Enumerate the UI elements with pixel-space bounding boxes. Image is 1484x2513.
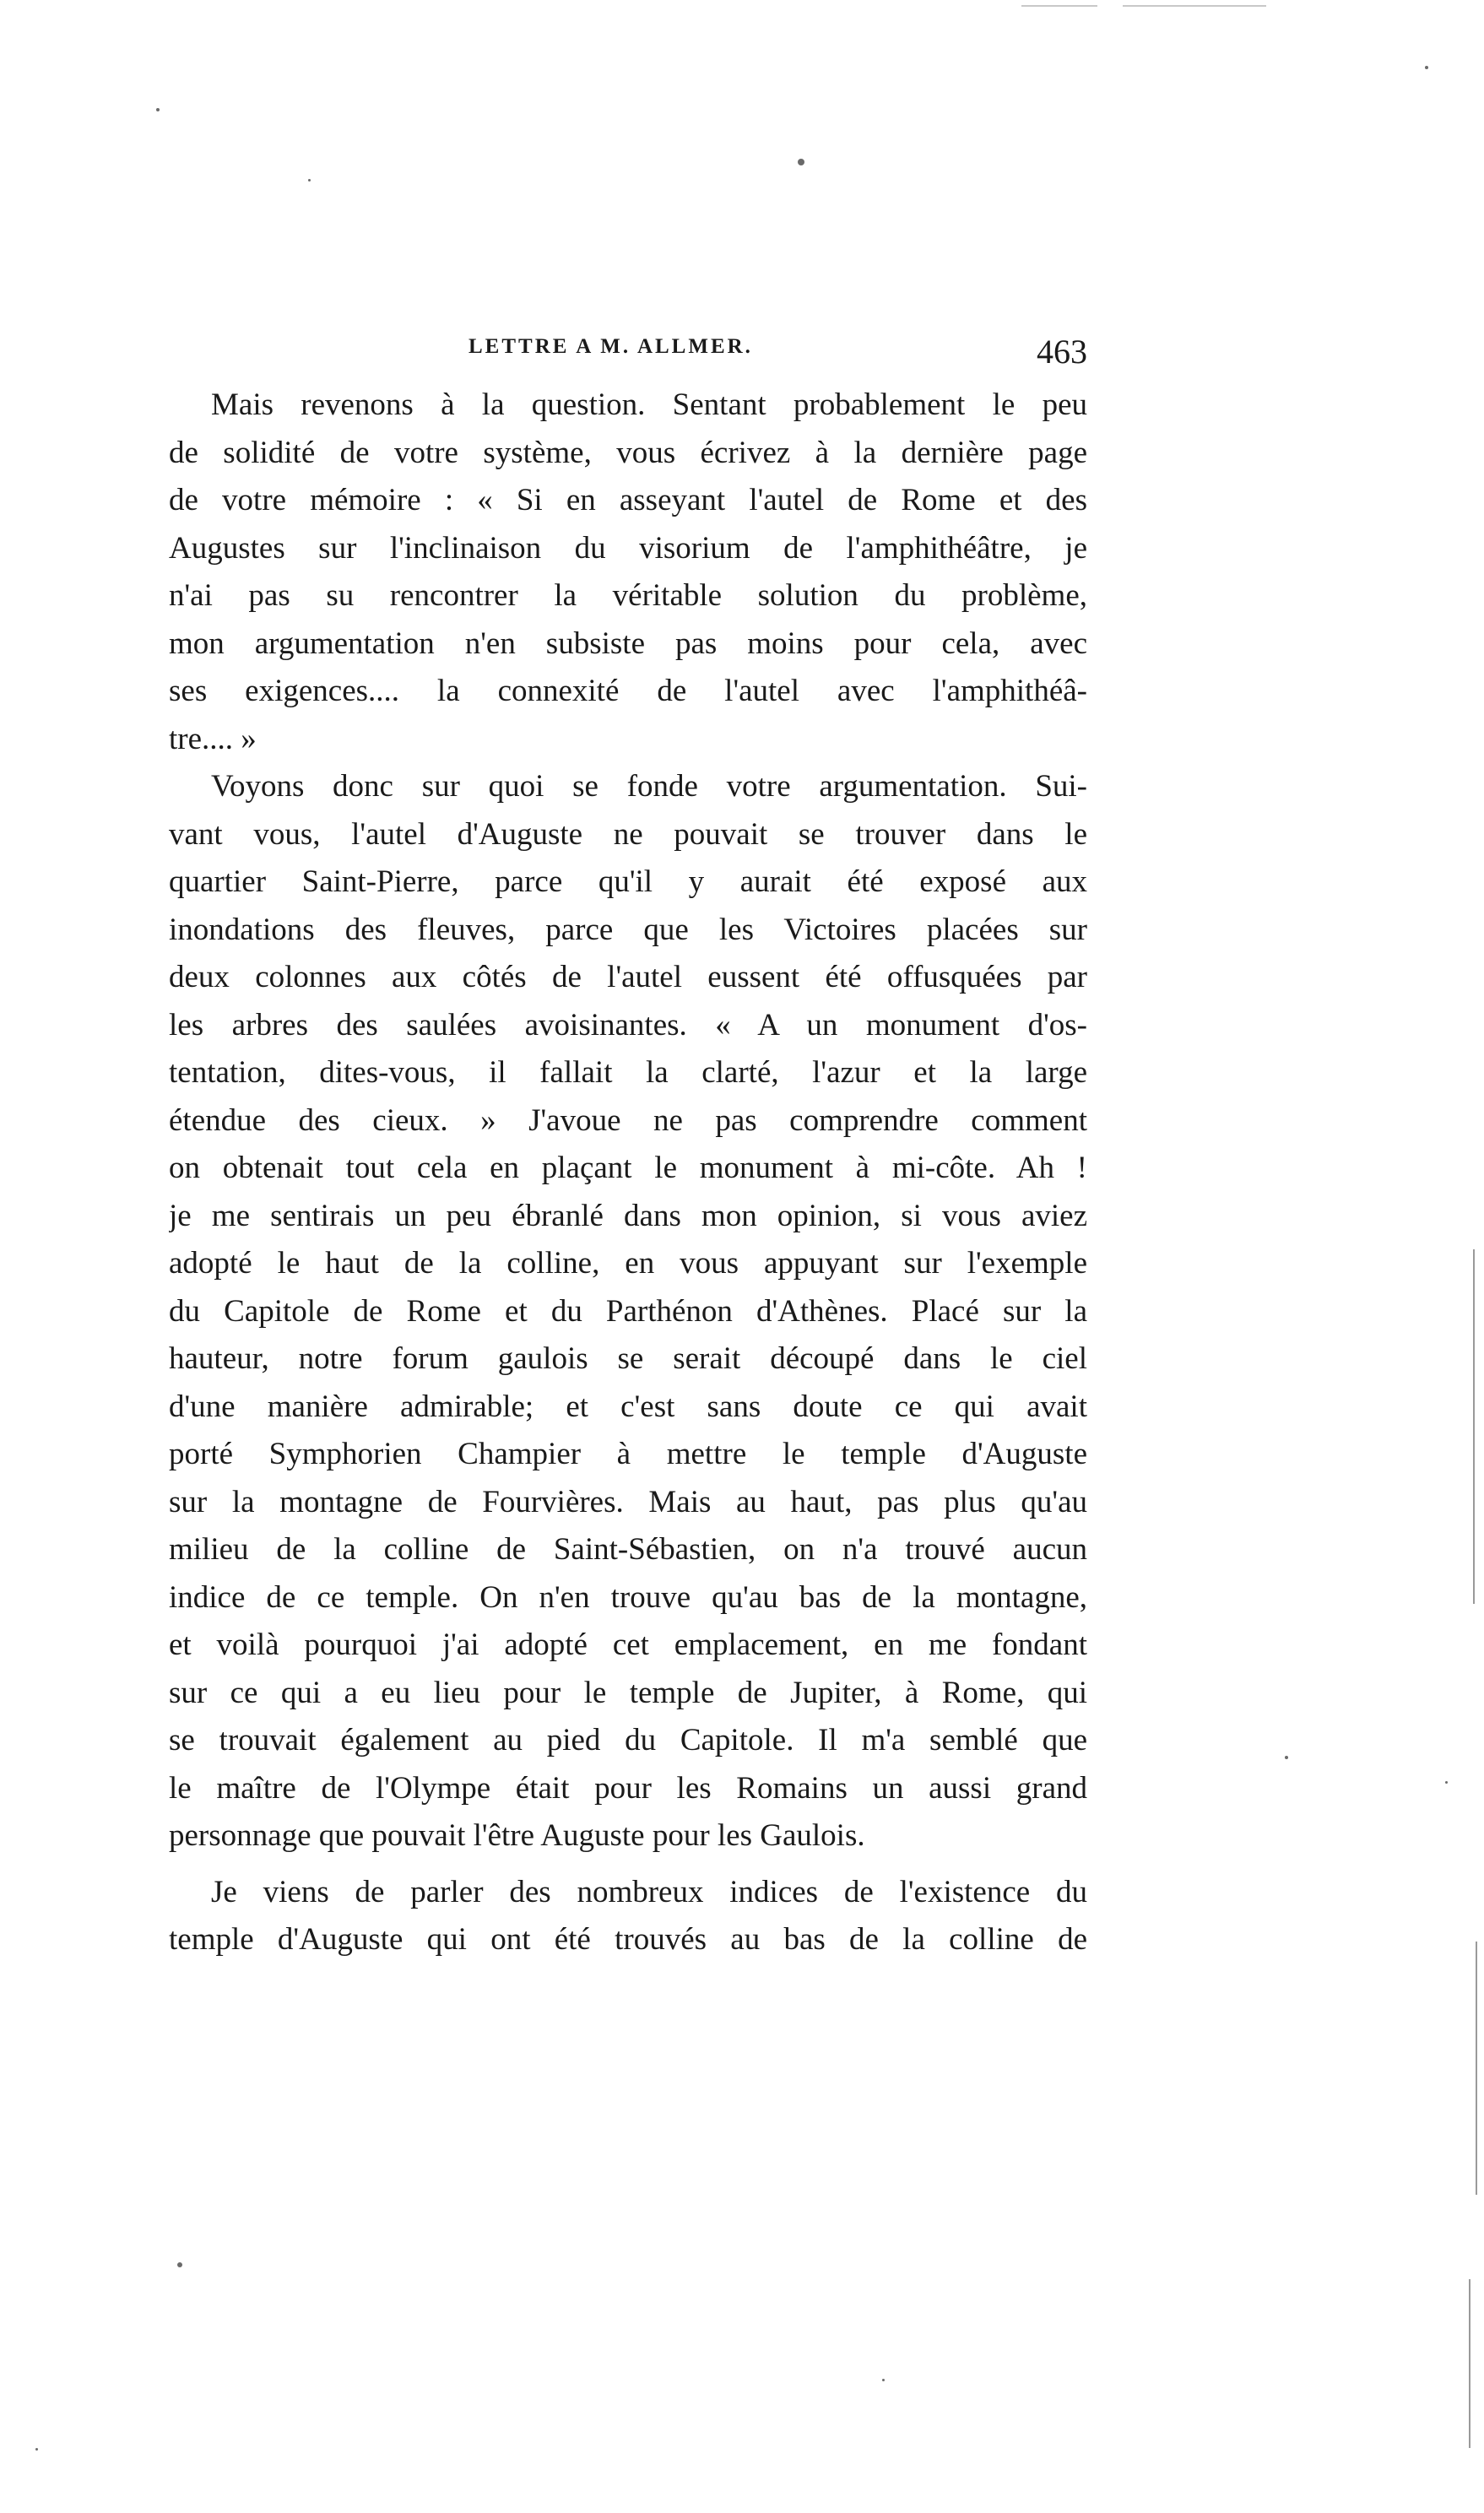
text-line: Augustes sur l'inclinaison du visorium de l'amphithéâtre, je bbox=[169, 530, 1087, 566]
text-line: quartier Saint-Pierre, parce qu'il y aurait été exposé aux bbox=[169, 864, 1087, 899]
text-line: personnage que pouvait l'être Auguste pour les Gaulois. bbox=[169, 1818, 865, 1853]
text-line: hauteur, notre forum gaulois se serait découpé dans le ciel bbox=[169, 1341, 1087, 1376]
text-line: Je viens de parler des nombreux indices de l'existence du bbox=[211, 1874, 1087, 1909]
text-line: d'une manière admirable; et c'est sans doute ce qui avait bbox=[169, 1389, 1087, 1424]
text-line: de votre mémoire : « Si en asseyant l'autel de Rome et des bbox=[169, 483, 1087, 517]
margin-shadow bbox=[1476, 1942, 1477, 2195]
text-line: les arbres des saulées avoisinantes. « A un monument d'os- bbox=[169, 1007, 1087, 1043]
top-edge-mark bbox=[1123, 5, 1266, 7]
running-title: LETTRE A M. ALLMER. bbox=[468, 335, 753, 358]
paper-speck bbox=[882, 2379, 885, 2381]
text-line: vant vous, l'autel d'Auguste ne pouvait se trouver dans le bbox=[169, 816, 1087, 852]
paper-speck bbox=[177, 2262, 182, 2267]
paragraph-gap bbox=[169, 1860, 1087, 1869]
paper-speck bbox=[156, 108, 160, 111]
text-line: sur la montagne de Fourvières. Mais au haut, pas plus qu'au bbox=[169, 1484, 1087, 1519]
paper-speck bbox=[1425, 66, 1428, 69]
text-line: porté Symphorien Champier à mettre le temple d'Auguste bbox=[169, 1437, 1087, 1471]
paper-speck bbox=[308, 179, 311, 181]
text-line: n'ai pas su rencontrer la véritable solution du problème, bbox=[169, 578, 1087, 613]
text-line: temple d'Auguste qui ont été trouvés au bas de la colline de bbox=[169, 1922, 1087, 1957]
body-text bbox=[169, 382, 1087, 1964]
text-line: sur ce qui a eu lieu pour le temple de Jupiter, à Rome, qui bbox=[169, 1675, 1087, 1710]
text-line: le maître de l'Olympe était pour les Romains un aussi grand bbox=[169, 1770, 1087, 1806]
text-line: de solidité de votre système, vous écrivez à la dernière page bbox=[169, 435, 1087, 470]
paper-speck bbox=[1445, 1781, 1448, 1784]
text-line: mon argumentation n'en subsiste pas moins pour cela, avec bbox=[169, 626, 1087, 661]
text-line: tentation, dites-vous, il fallait la clarté, l'azur et la large bbox=[169, 1055, 1087, 1090]
text-line: tre.... » bbox=[169, 721, 257, 756]
text-line: du Capitole de Rome et du Parthénon d'Athènes. Placé sur la bbox=[169, 1293, 1087, 1329]
text-line: milieu de la colline de Saint-Sébastien, on n'a trouvé aucun bbox=[169, 1532, 1087, 1567]
page-header bbox=[169, 332, 1087, 374]
text-line: indice de ce temple. On n'en trouve qu'au bas de la montagne, bbox=[169, 1579, 1087, 1615]
text-line: Mais revenons à la question. Sentant probablement le peu bbox=[211, 387, 1087, 422]
paper-speck bbox=[1285, 1756, 1288, 1759]
text-line: ses exigences.... la connexité de l'autel avec l'amphithéâ- bbox=[169, 674, 1087, 708]
text-line: je me sentirais un peu ébranlé dans mon opinion, si vous aviez bbox=[169, 1198, 1087, 1233]
text-line: on obtenait tout cela en plaçant le monument à mi-côte. Ah ! bbox=[169, 1151, 1087, 1185]
page-number: 463 bbox=[1037, 333, 1087, 371]
text-line: Voyons donc sur quoi se fonde votre argumentation. Sui- bbox=[211, 769, 1087, 804]
text-line: adopté le haut de la colline, en vous appuyant sur l'exemple bbox=[169, 1246, 1087, 1281]
text-line: se trouvait également au pied du Capitole. Il m'a semblé que bbox=[169, 1723, 1087, 1757]
paper-speck bbox=[798, 159, 804, 165]
text-line: deux colonnes aux côtés de l'autel eussent été offusquées par bbox=[169, 960, 1087, 994]
top-edge-mark bbox=[1021, 5, 1097, 7]
text-line: et voilà pourquoi j'ai adopté cet emplacement, en me fondant bbox=[169, 1627, 1087, 1662]
margin-shadow bbox=[1473, 1249, 1475, 1604]
text-line: inondations des fleuves, parce que les Victoires placées sur bbox=[169, 912, 1087, 947]
paper-speck bbox=[35, 2448, 38, 2451]
text-line: étendue des cieux. » J'avoue ne pas comprendre comment bbox=[169, 1102, 1087, 1138]
margin-shadow bbox=[1469, 2279, 1470, 2448]
